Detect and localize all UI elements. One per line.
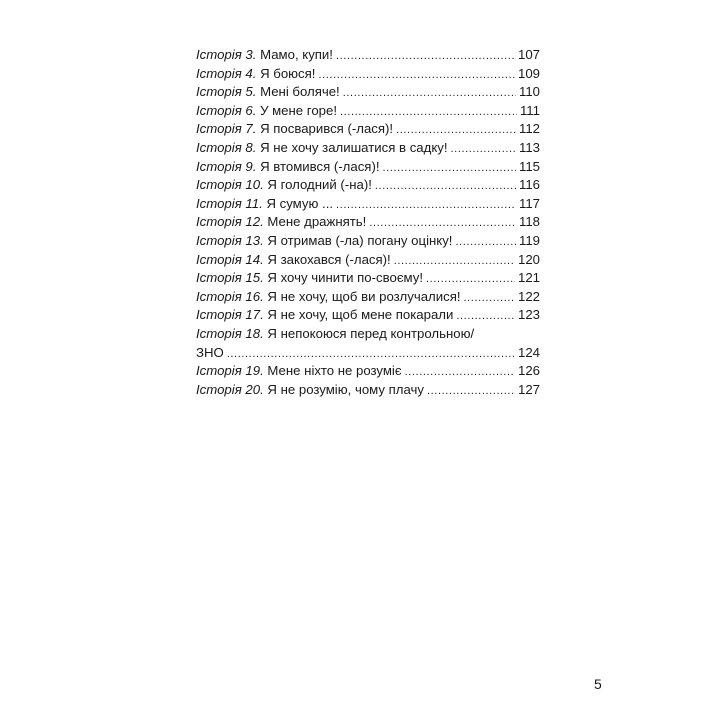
toc-entry-page: 123	[517, 307, 540, 323]
toc-entry	[196, 120, 540, 139]
toc-entry-label: Історія 19.	[196, 363, 264, 379]
toc-entry-page: 118	[518, 214, 540, 230]
toc-entry-label: Історія 14.	[196, 251, 264, 267]
dot-leader	[336, 47, 515, 66]
toc-entry-title: Я сумую ...	[266, 195, 334, 211]
dot-leader	[426, 270, 515, 289]
toc-entry-label: Історія 3.	[196, 47, 257, 62]
toc-entry-title: Я непокоюся перед контрольною/	[267, 325, 475, 341]
toc-entry-title: Я закохався (-лася)!	[267, 251, 391, 267]
toc-entry-title: Мене дражнять!	[267, 214, 367, 230]
toc-entry	[196, 251, 540, 270]
toc-entry-page: 110	[518, 84, 540, 100]
toc-entry	[196, 139, 540, 158]
toc-entry-title: Я посварився (-лася)!	[260, 121, 394, 137]
toc-entry-label: Історія 9.	[196, 158, 257, 174]
dot-leader	[343, 84, 516, 103]
dot-leader	[405, 363, 515, 382]
toc-entry-title: Я втомився (-лася)!	[260, 158, 380, 174]
toc-entry-page: 127	[517, 381, 540, 397]
toc-entry	[196, 195, 540, 214]
table-of-contents	[196, 46, 540, 399]
toc-entry-title: Мене ніхто не розуміє	[267, 363, 402, 379]
toc-entry	[196, 102, 540, 121]
dot-leader	[369, 214, 516, 233]
dot-leader	[396, 121, 516, 140]
toc-entry-continuation	[196, 344, 540, 363]
toc-entry	[196, 158, 540, 177]
dot-leader	[456, 307, 515, 326]
toc-entry-page: 113	[518, 139, 540, 155]
toc-entry-label: Історія 6.	[196, 102, 257, 118]
toc-entry-label: Історія 12.	[196, 214, 264, 230]
toc-entry-label: Історія 8.	[196, 139, 257, 155]
toc-entry	[196, 83, 540, 102]
toc-entry-page: 116	[518, 177, 540, 193]
dot-leader	[318, 66, 515, 85]
toc-entry	[196, 213, 540, 232]
dot-leader	[394, 252, 515, 271]
dot-leader	[451, 140, 516, 159]
toc-entry-title: Я не хочу, щоб мене покарали	[267, 307, 454, 323]
toc-entry-label: Історія 16.	[196, 288, 264, 304]
dot-leader	[375, 177, 516, 196]
toc-entry-label: Історія 5.	[196, 84, 257, 100]
toc-entry-page: 120	[517, 251, 540, 267]
toc-entry-label: Історія 17.	[196, 307, 264, 323]
toc-entry-title: Я боюся!	[260, 65, 316, 81]
toc-entry-title: У мене горе!	[260, 102, 337, 118]
dot-leader	[340, 103, 517, 122]
toc-entry-page: 124	[517, 344, 540, 360]
toc-entry	[196, 325, 540, 344]
toc-entry-page: 117	[518, 195, 540, 211]
toc-entry	[196, 306, 540, 325]
toc-entry-label: Історія 11.	[196, 195, 263, 211]
toc-entry-label: Історія 20.	[196, 381, 264, 397]
toc-entry-page: 111	[519, 102, 540, 118]
toc-entry-title: Я не розумію, чому плачу	[267, 381, 424, 397]
toc-entry-page: 115	[518, 158, 540, 174]
toc-entry-page: 107	[517, 47, 540, 62]
toc-entry-page: 126	[517, 363, 540, 379]
dot-leader	[227, 345, 515, 364]
dot-leader	[336, 196, 516, 215]
dot-leader	[427, 382, 515, 401]
page-number: 5	[594, 676, 602, 692]
dot-leader	[383, 159, 516, 178]
toc-entry-title: Я не хочу, щоб ви розлучалися!	[267, 288, 461, 304]
toc-entry-title: Я отримав (-ла) погану оцінку!	[267, 232, 453, 248]
toc-entry	[196, 232, 540, 251]
toc-entry-label: Історія 18.	[196, 325, 264, 341]
toc-entry-title: Я хочу чинити по-своєму!	[267, 270, 424, 286]
toc-entry	[196, 381, 540, 400]
toc-entry-page: 112	[518, 121, 540, 137]
toc-entry-title: Я голодний (-на)!	[267, 177, 372, 193]
toc-entry-label: Історія 7.	[196, 121, 257, 137]
toc-entry	[196, 176, 540, 195]
toc-entry	[196, 65, 540, 84]
toc-entry-page: 122	[517, 288, 540, 304]
toc-entry	[196, 288, 540, 307]
toc-entry-page: 109	[517, 65, 540, 81]
toc-entry-page: 119	[518, 232, 540, 248]
toc-entry-label: Історія 13.	[196, 232, 264, 248]
toc-entry-label: Історія 4.	[196, 65, 257, 81]
toc-entry-label: Історія 15.	[196, 270, 264, 286]
toc-entry-title: Мамо, купи!	[260, 47, 333, 62]
toc-entry	[196, 362, 540, 381]
dot-leader	[455, 233, 516, 252]
toc-entry-title-continuation: ЗНО	[196, 344, 224, 360]
dot-leader	[464, 289, 515, 308]
toc-entry-title: Мені боляче!	[260, 84, 340, 100]
toc-entry-page: 121	[517, 270, 540, 286]
toc-entry	[196, 46, 540, 65]
toc-entry-title: Я не хочу залишатися в садку!	[260, 139, 448, 155]
toc-entry-label: Історія 10.	[196, 177, 264, 193]
toc-entry	[196, 269, 540, 288]
